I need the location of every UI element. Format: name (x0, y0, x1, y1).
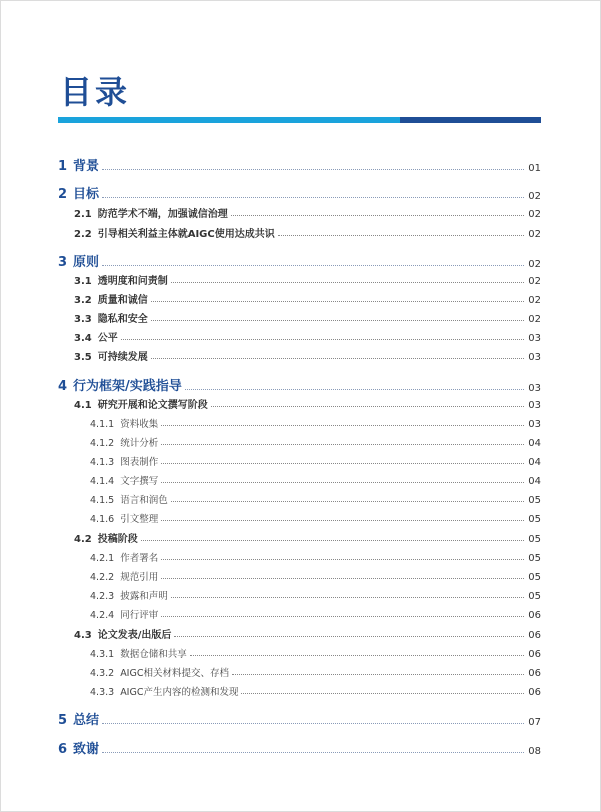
toc-entry[interactable] (74, 627, 541, 641)
toc-entry-number: 4.3.3 (90, 687, 115, 698)
toc-leader-dots (151, 358, 525, 359)
toc-entry-label (90, 607, 161, 621)
toc-page-number: 03 (528, 419, 541, 430)
toc-entry[interactable] (74, 226, 541, 240)
toc-leader-dots (190, 655, 525, 656)
toc-entry-number: 3.3 (74, 314, 92, 325)
toc-entry-label (90, 435, 161, 449)
toc-entry-label (74, 626, 174, 641)
toc-entry-label (90, 550, 161, 564)
toc-entry-number: 3.2 (74, 295, 92, 306)
toc-entry-number: 4.1.6 (90, 514, 115, 525)
toc-page-number: 06 (528, 610, 541, 621)
toc-entry-label (90, 416, 161, 430)
toc-entry-label (90, 492, 171, 506)
toc-entry-text: 文字撰写 (120, 476, 159, 487)
toc-leader-dots (151, 320, 525, 321)
toc-entry[interactable] (74, 206, 541, 220)
toc-entry-number: 4.1 (74, 400, 92, 411)
toc-leader-dots (211, 406, 525, 407)
toc-entry-text: 研究开展和论文撰写阶段 (97, 400, 208, 411)
toc-entry-label (58, 375, 185, 394)
toc-entry-number: 4.1.4 (90, 476, 115, 487)
toc-entry[interactable] (90, 473, 541, 487)
toc-entry-number: 4.2.4 (90, 610, 115, 621)
toc-entry-label (74, 329, 121, 344)
toc-entry-label (74, 310, 151, 325)
toc-leader-dots (185, 389, 524, 390)
toc-page-number: 05 (528, 495, 541, 506)
toc-entry-number: 4.1.5 (90, 495, 115, 506)
toc-entry-text: 作者署名 (120, 553, 159, 564)
toc-leader-dots (161, 616, 524, 617)
toc-entry-number: 4.2.2 (90, 572, 115, 583)
toc-entry-text: 致谢 (73, 742, 100, 757)
toc-entry-number: 3.5 (74, 352, 92, 363)
toc-page-number: 03 (528, 400, 541, 411)
toc-entry-label (90, 454, 161, 468)
toc-entry[interactable] (74, 273, 541, 287)
toc-entry-text: 资料收集 (120, 419, 159, 430)
toc-entry-number: 4.3.1 (90, 649, 115, 660)
toc-entry[interactable] (90, 454, 541, 468)
toc-entry-number: 4.2.1 (90, 553, 115, 564)
toc-entry-label (90, 473, 161, 487)
toc-leader-dots (171, 501, 525, 502)
toc-leader-dots (161, 482, 524, 483)
toc-page-number: 05 (528, 572, 541, 583)
toc-entry-label (90, 569, 161, 583)
toc-page-number: 05 (528, 534, 541, 545)
toc-entry-number: 5 (58, 713, 68, 728)
toc-entry-text: 图表制作 (120, 457, 159, 468)
toc-entry-text: 原则 (73, 255, 100, 270)
toc-leader-dots (121, 339, 525, 340)
toc-entry[interactable] (90, 646, 541, 660)
toc-entry-label (74, 272, 171, 287)
toc-entry[interactable] (90, 511, 541, 525)
toc-page-number: 05 (528, 514, 541, 525)
toc-leader-dots (161, 578, 524, 579)
toc-leader-dots (171, 282, 525, 283)
toc-entry-text: 语言和润色 (120, 495, 168, 506)
toc-entry-number: 4.1.2 (90, 438, 115, 449)
toc-page-number: 02 (528, 229, 541, 240)
toc-entry[interactable] (90, 607, 541, 621)
toc-leader-dots (241, 693, 524, 694)
toc-entry-text: 质量和诚信 (97, 295, 148, 306)
toc-entry-number: 2 (58, 187, 68, 202)
toc-entry-label (74, 225, 278, 240)
toc-entry-label (74, 530, 141, 545)
toc-entry-number: 3.1 (74, 276, 92, 287)
toc-entry[interactable] (90, 588, 541, 602)
toc-entry-text: 论文发表/出版后 (97, 630, 172, 641)
toc-entry-text: 行为框架/实践指导 (73, 379, 182, 394)
toc-page-number: 02 (528, 314, 541, 325)
toc-leader-dots (278, 235, 525, 236)
toc-entry-text: 隐私和安全 (97, 314, 148, 325)
toc-entry-text: 规范引用 (120, 572, 159, 583)
toc-leader-dots (161, 559, 524, 560)
toc-leader-dots (102, 265, 524, 266)
toc-page-number: 06 (528, 630, 541, 641)
toc-entry[interactable] (74, 349, 541, 363)
toc-entry-text: AIGC产生内容的检测和发现 (120, 687, 239, 698)
toc-entry-label (58, 709, 102, 728)
toc-entry-text: 披露和声明 (120, 591, 168, 602)
toc-leader-dots (174, 636, 524, 637)
toc-leader-dots (161, 425, 524, 426)
toc-entry-number: 2.2 (74, 229, 92, 240)
toc-entry-label (74, 291, 151, 306)
toc-entry-number: 2.1 (74, 209, 92, 220)
toc-entry-label (90, 646, 190, 660)
toc-entry-text: 投稿阶段 (97, 534, 138, 545)
toc-entry-number: 4.2 (74, 534, 92, 545)
toc-leader-dots (171, 597, 525, 598)
toc-entry-text: 透明度和问责制 (97, 276, 168, 287)
toc-leader-dots (231, 215, 525, 216)
toc-leader-dots (102, 752, 524, 753)
toc-entry-number: 4.3.2 (90, 668, 115, 679)
toc-entry-text: AIGC相关材料提交、存档 (120, 668, 229, 679)
toc-page-number: 06 (528, 649, 541, 660)
toc-entry[interactable] (90, 569, 541, 583)
toc-entry-label (90, 684, 241, 698)
toc-entry-text: 防范学术不端，加强诚信治理 (97, 209, 228, 220)
toc-leader-dots (141, 540, 525, 541)
toc-leader-dots (102, 197, 524, 198)
toc-entry-label (74, 205, 231, 220)
toc-entry-label (58, 155, 102, 174)
toc-entry[interactable] (74, 397, 541, 411)
page-title: 目录 (60, 73, 131, 111)
toc-entry[interactable] (74, 330, 541, 344)
toc-entry-number: 3.4 (74, 333, 92, 344)
toc-leader-dots (161, 520, 524, 521)
toc-page-number: 07 (528, 717, 541, 728)
toc-entry[interactable] (58, 741, 541, 757)
toc-entry-label (74, 348, 151, 363)
toc-entry-text: 可持续发展 (97, 352, 148, 363)
toc-entry[interactable] (90, 684, 541, 698)
toc-entry[interactable] (58, 158, 541, 174)
toc-entry-label (90, 511, 161, 525)
toc-entry-text: 背景 (73, 159, 100, 174)
toc-entry-label (58, 738, 102, 757)
toc-entry-text: 同行评审 (120, 610, 159, 621)
toc-entry-text: 总结 (73, 713, 100, 728)
toc-entry-label (58, 251, 102, 270)
toc-entry-number: 4.1.3 (90, 457, 115, 468)
toc-page-number: 04 (528, 438, 541, 449)
toc-leader-dots (161, 463, 524, 464)
toc-entry-text: 引导相关利益主体就AIGC使用达成共识 (97, 229, 275, 240)
toc-page-number: 02 (528, 209, 541, 220)
toc-page-number: 04 (528, 476, 541, 487)
toc-page-number: 03 (528, 352, 541, 363)
toc-entry-number: 4.2.3 (90, 591, 115, 602)
toc-page-number: 06 (528, 687, 541, 698)
toc-page-number: 03 (528, 333, 541, 344)
toc-entry-text: 公平 (97, 333, 118, 344)
toc-entry-text: 引文整理 (120, 514, 159, 525)
toc-entry[interactable] (90, 416, 541, 430)
toc-entry[interactable] (58, 186, 541, 202)
toc-entry-text: 统计分析 (120, 438, 159, 449)
toc-entry-number: 6 (58, 742, 68, 757)
toc-entry-label (74, 396, 211, 411)
toc-entry-number: 3 (58, 255, 68, 270)
toc-entry[interactable] (90, 665, 541, 679)
toc-entry-number: 1 (58, 159, 68, 174)
toc-entry[interactable] (90, 435, 541, 449)
toc-page-number: 02 (528, 276, 541, 287)
toc-leader-dots (102, 723, 524, 724)
toc-leader-dots (161, 444, 524, 445)
toc-entry[interactable] (90, 492, 541, 506)
toc-entry-number: 4 (58, 379, 68, 394)
toc-page-number: 01 (528, 163, 541, 174)
toc-page-number: 06 (528, 668, 541, 679)
toc-leader-dots (232, 674, 524, 675)
toc-leader-dots (102, 169, 524, 170)
toc-entry-text: 数据仓储和共享 (120, 649, 187, 660)
toc-entry[interactable] (74, 531, 541, 545)
toc-entry-number: 4.1.1 (90, 419, 115, 430)
toc-page-number: 03 (528, 383, 541, 394)
toc-entry[interactable] (74, 292, 541, 306)
toc-page-number: 02 (528, 259, 541, 270)
toc-entry[interactable] (74, 311, 541, 325)
toc-entry-label (58, 183, 102, 202)
toc-entry[interactable] (58, 712, 541, 728)
toc-leader-dots (151, 301, 525, 302)
toc-page-number: 05 (528, 553, 541, 564)
toc-page-number: 04 (528, 457, 541, 468)
toc-page-number: 05 (528, 591, 541, 602)
toc-entry-number: 4.3 (74, 630, 92, 641)
toc-entry-label (90, 588, 171, 602)
toc-entry-text: 目标 (73, 187, 100, 202)
toc-entry[interactable] (90, 550, 541, 564)
toc-page-number: 02 (528, 191, 541, 202)
toc-entry-label (90, 665, 232, 679)
toc-entry[interactable] (58, 378, 541, 394)
toc-entry[interactable] (58, 254, 541, 270)
toc-page-number: 02 (528, 295, 541, 306)
toc-page-number: 08 (528, 746, 541, 757)
